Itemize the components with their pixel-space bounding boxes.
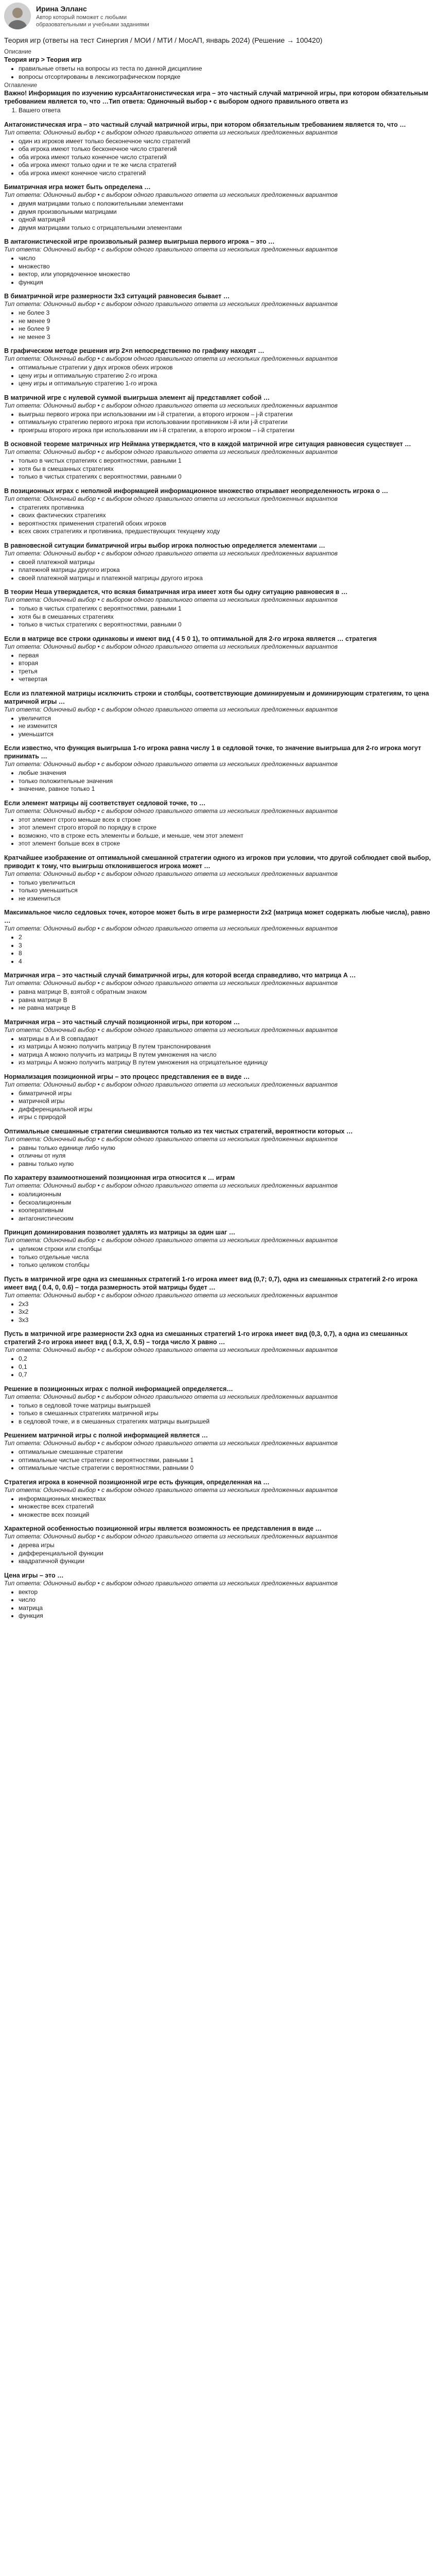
answer-option: • не более 3 <box>19 309 432 317</box>
question-block <box>4 487 432 535</box>
answer-option: • оптимальные стратегии у двух игроков обеих игроков <box>19 364 432 371</box>
question-title: Принцип доминирования позволяет удалять из матрицы за один шаг … <box>4 1229 236 1236</box>
answer-option: • только положительные значения <box>19 777 432 785</box>
answer-type: Тип ответа: Одиночный выбор • с выбором одного правильного ответа из нескольких предложенных вариантов <box>4 807 338 815</box>
author-description: Автор который поможет с любыми образовательными и учебными заданиями <box>36 14 149 28</box>
question-block <box>4 908 432 965</box>
avatar-photo-icon <box>4 3 31 29</box>
answer-option: • в седловой точке, и в смешанных стратегиях матрицы выигрышей <box>19 1418 432 1426</box>
toc-item[interactable]: 1. Вашего ответа <box>19 107 432 114</box>
answer-options <box>4 1191 432 1222</box>
answer-option: • только в чистых стратегиях с вероятностями, равными 1 <box>19 605 432 613</box>
answer-option: • только в смешанных стратегиях матричной игры <box>19 1410 432 1417</box>
answer-type: Тип ответа: Одиночный выбор • с выбором одного правильного ответа из нескольких предложенных вариантов <box>4 401 338 409</box>
answer-type: Тип ответа: Одиночный выбор • с выбором одного правильного ответа из нескольких предложенных вариантов <box>4 355 338 362</box>
answer-option: • кооперативным <box>19 1207 432 1214</box>
answer-option: • этот элемент строго меньше всех в строке <box>19 816 432 824</box>
answer-type: Тип ответа: Одиночный выбор • с выбором одного правильного ответа из нескольких предложенных вариантов <box>4 300 338 308</box>
answer-options <box>4 1245 432 1269</box>
answer-type: Тип ответа: Одиночный выбор • с выбором одного правильного ответа из нескольких предложенных вариантов <box>4 448 338 455</box>
answer-options <box>4 934 432 965</box>
answer-type: Тип ответа: Одиночный выбор • с выбором одного правильного ответа из нескольких предложенных вариантов <box>4 1439 338 1447</box>
answer-option: • вектор, или упорядоченное множество <box>19 270 432 278</box>
answer-option: • матрица A можно получить из матрицы B путем умножения на число <box>19 1051 432 1059</box>
answer-option: • четвертая <box>19 675 432 683</box>
answer-options <box>4 769 432 793</box>
avatar[interactable] <box>4 3 31 29</box>
question-block <box>4 1524 432 1565</box>
answer-option: • 3x3 <box>19 1316 432 1324</box>
question-title: Кратчайшее изображение от оптимальной смешанной стратегии одного из игроков при условии, что другой соблюдает свой выбор, приводит к тому, что выигрыш отклонившегося игрока может … <box>4 854 431 870</box>
answer-type: Тип ответа: Одиночный выбор • с выбором одного правильного ответа из нескольких предложенных вариантов <box>4 979 338 987</box>
answer-option: • 0,2 <box>19 1355 432 1363</box>
answer-options <box>4 1541 432 1565</box>
answer-option: • дерева игры <box>19 1541 432 1549</box>
question-block <box>4 1228 432 1269</box>
answer-type: Тип ответа: Одиночный выбор • с выбором одного правильного ответа из нескольких предложенных вариантов <box>4 549 338 557</box>
answer-option: • не измениться <box>19 895 432 903</box>
answer-option: • квадратичной функции <box>19 1557 432 1565</box>
answer-option: • число <box>19 255 432 262</box>
answer-option: • не менее 9 <box>19 317 432 325</box>
answer-options <box>4 309 432 341</box>
question-block <box>4 1431 432 1472</box>
answer-option: • 3x2 <box>19 1308 432 1316</box>
answer-option: • цену игры и оптимальную стратегию 2-го игрока <box>19 372 432 380</box>
answer-option: • множестве всех стратегий <box>19 1503 432 1511</box>
question-block <box>4 292 432 341</box>
answer-options <box>4 1495 432 1519</box>
answer-option: • значение, равное только 1 <box>19 785 432 793</box>
question-block <box>4 689 432 738</box>
question-block <box>4 1571 432 1620</box>
answer-option: • двумя матрицами только с отрицательными элементами <box>19 224 432 232</box>
answer-options <box>4 1355 432 1379</box>
answer-options <box>4 255 432 286</box>
author-block <box>4 0 432 32</box>
answer-option: • 3 <box>19 942 432 950</box>
answer-option: • коалиционным <box>19 1191 432 1198</box>
question-block <box>4 121 432 177</box>
answer-option: • вектор <box>19 1588 432 1596</box>
question-block <box>4 347 432 387</box>
answer-option: • своей платежной матрицы и платежной матрицы другого игрока <box>19 574 432 582</box>
question-title: Решением матричной игры с полной информацией является … <box>4 1432 208 1439</box>
question-title: Если известно, что функция выигрыша 1-го игрока равна числу 1 в седловой точке, то значение выигрыша для 2-го игрока могут принимать … <box>4 744 422 760</box>
answer-options <box>4 364 432 387</box>
question-title: В основной теореме матричных игр Неймана утверждается, что в каждой матричной игре ситуация равновесия существует … <box>4 440 411 448</box>
question-block <box>4 238 432 286</box>
answer-option: • матричной игры <box>19 1097 432 1105</box>
answer-option: • хотя бы в смешанных стратегиях <box>19 465 432 473</box>
answer-options <box>4 1588 432 1620</box>
answer-option: • вероятностях применения стратегий обоих игроков <box>19 520 432 528</box>
answer-options <box>4 138 432 177</box>
document-title: Теория игр (ответы на тест Синергия / МОИ / МТИ / МосАП, январь 2024) (Решение → 100420) <box>4 36 323 44</box>
answer-type: Тип ответа: Одиночный выбор • с выбором одного правильного ответа из нескольких предложенных вариантов <box>4 705 338 713</box>
answer-option: • целиком строки или столбцы <box>19 1245 432 1253</box>
answer-type: Тип ответа: Одиночный выбор • с выбором одного правильного ответа из нескольких предложенных вариантов <box>4 1579 338 1587</box>
answer-option: • третья <box>19 668 432 675</box>
question-title: В равновесной ситуации биматричной игры выбор игрока полностью определяется элементами … <box>4 541 325 549</box>
answer-option: • игры с природой <box>19 1113 432 1121</box>
description-list <box>4 65 432 80</box>
answer-options <box>4 652 432 683</box>
answer-type: Тип ответа: Одиночный выбор • с выбором одного правильного ответа из нескольких предложенных вариантов <box>4 1533 338 1540</box>
answer-options <box>4 411 432 434</box>
answer-option: • 4 <box>19 958 432 965</box>
answer-option: • функция <box>19 1612 432 1620</box>
answer-option: • не изменится <box>19 722 432 730</box>
question-title: Если из платежной матрицы исключить строки и столбцы, соответствующие доминируемым и доминирующим стратегиям, то цена матричной игры … <box>4 689 429 705</box>
question-block <box>4 635 432 683</box>
answer-type: Тип ответа: Одиночный выбор • с выбором одного правильного ответа из нескольких предложенных вариантов <box>4 642 338 650</box>
answer-option: • бескоалиционным <box>19 1199 432 1207</box>
question-title: Пусть в матричной игре размерности 2x3 одна из смешанных стратегий 1-го игрока имеет вид (0,3, 0,7), а одна из смешанных стратегий 2-го игрока имеет вид ( 0.3, X, 0.5) – тогда число X равно … <box>4 1330 408 1346</box>
answer-option: • своих фактических стратегиях <box>19 512 432 519</box>
answer-option: • антагонистическим <box>19 1215 432 1223</box>
answer-type: Тип ответа: Одиночный выбор • с выбором одного правильного ответа из нескольких предложенных вариантов <box>4 1486 338 1494</box>
answer-option: • выигрыш первого игрока при использовании им i-й стратегии, а второго игроком – j-й стратегии <box>19 411 432 418</box>
answer-option: • только уменьшиться <box>19 887 432 894</box>
question-title: Если в матрице все строки одинаковы и имеют вид ( 4 5 0 1), то оптимальной для 2-го игрока является … стратегия <box>4 635 377 642</box>
answer-type: Тип ответа: Одиночный выбор • с выбором одного правильного ответа из нескольких предложенных вариантов <box>4 128 338 136</box>
question-title: В позиционных играх с неполной информацией информационное множество открывает неопределенность игрока о … <box>4 487 389 495</box>
answer-option: • матрица <box>19 1604 432 1612</box>
answer-option: • 2 <box>19 934 432 941</box>
question-block <box>4 183 432 231</box>
answer-option: • своей платежной матрицы <box>19 558 432 566</box>
answer-option: • оптимальные чистые стратегии с вероятностями, равными 0 <box>19 1464 432 1472</box>
question-block <box>4 1073 432 1121</box>
question-title: Биматричная игра может быть определена … <box>4 183 151 191</box>
question-title: В матричной игре с нулевой суммой выигрыша элемент aij представляет собой … <box>4 394 270 401</box>
answer-option: • платежной матрицы другого игрока <box>19 566 432 574</box>
toc-label: Оглавление <box>4 82 38 89</box>
toc-title: Важно! Информация по изучению курсаАнтагонистическая игра – это частный случай матричной игры, при котором обязательным требованием является то, что …Тип ответа: Одиночный выбор • с выбором одного правильного ответа из <box>4 90 429 105</box>
description-item: • вопросы отсортированы в лексикографическом порядке <box>19 73 432 81</box>
answer-options <box>4 1035 432 1066</box>
answer-options <box>4 988 432 1012</box>
answer-option: • биматричной игры <box>19 1090 432 1097</box>
answer-option: • дифференциальной игры <box>19 1106 432 1113</box>
answer-options <box>4 1448 432 1472</box>
answer-options <box>4 558 432 582</box>
question-block <box>4 440 432 481</box>
answer-type: Тип ответа: Одиночный выбор • с выбором одного правильного ответа из нескольких предложенных вариантов <box>4 495 338 502</box>
answer-type: Тип ответа: Одиночный выбор • с выбором одного правильного ответа из нескольких предложенных вариантов <box>4 1182 338 1189</box>
answer-option: • отличны от нуля <box>19 1152 432 1160</box>
answer-option: • 2x3 <box>19 1300 432 1308</box>
answer-type: Тип ответа: Одиночный выбор • с выбором одного правильного ответа из нескольких предложенных вариантов <box>4 191 338 198</box>
answer-option: • только в седловой точке матрицы выигрышей <box>19 1402 432 1410</box>
answer-options <box>4 1090 432 1121</box>
answer-option: • 0,7 <box>19 1371 432 1379</box>
question-title: В теории Неша утверждается, что всякая биматричная игра имеет хотя бы одну ситуацию равновесия в … <box>4 588 348 596</box>
answer-options <box>4 605 432 629</box>
answer-option: • оба игрока имеют конечное число стратегий <box>19 170 432 177</box>
answer-option: • стратегиях противника <box>19 504 432 512</box>
question-title: В графическом методе решения игр 2×n непосредственно по графику находят … <box>4 347 265 354</box>
answer-option: • оптимальную стратегию первого игрока при использовании противником i-й или j-й стратегии <box>19 418 432 426</box>
description-label: Описание <box>4 49 31 55</box>
answer-option: • равны только единице либо нулю <box>19 1144 432 1152</box>
answer-option: • двумя матрицами только с положительными элементами <box>19 200 432 208</box>
answer-option: • не менее 3 <box>19 333 432 341</box>
answer-option: • число <box>19 1596 432 1604</box>
answer-option: • не равна матрице B <box>19 1004 432 1012</box>
answer-type: Тип ответа: Одиночный выбор • с выбором одного правильного ответа из нескольких предложенных вариантов <box>4 1393 338 1400</box>
answer-option: • множестве всех позиций <box>19 1511 432 1519</box>
answer-option: • цену игры и оптимальную стратегию 1-го игрока <box>19 380 432 387</box>
question-block <box>4 1385 432 1426</box>
answer-options <box>4 200 432 231</box>
question-title: Пусть в матричной игре одна из смешанных стратегий 1-го игрока имеет вид (0,7; 0,7), одна из смешанных стратегий 2-го игрока имеет вид ( 0.4, 0, 0.6) – тогда размерность этой матрицы будет … <box>4 1275 417 1291</box>
question-title: Матричная игра – это частный случай позиционной игры, при котором … <box>4 1018 240 1026</box>
answer-option: • хотя бы в смешанных стратегиях <box>19 613 432 621</box>
answer-option: • оба игрока имеют только одни и те же числа стратегий <box>19 161 432 169</box>
question-title: Цена игры – это … <box>4 1571 64 1579</box>
answer-option: • двумя произвольными матрицами <box>19 208 432 216</box>
answer-option: • одной матрицей <box>19 216 432 224</box>
answer-type: Тип ответа: Одиночный выбор • с выбором одного правильного ответа из нескольких предложенных вариантов <box>4 925 338 932</box>
question-title: Оптимальные смешанные стратегии смешиваются только из тех чистых стратегий, вероятности которых … <box>4 1127 353 1135</box>
question-block <box>4 799 432 848</box>
answer-options <box>4 879 432 903</box>
answer-options <box>4 715 432 738</box>
answer-option: • уменьшится <box>19 731 432 738</box>
answer-option: • только в чистых стратегиях с вероятностями, равными 0 <box>19 473 432 481</box>
question-block <box>4 1478 432 1519</box>
question-block <box>4 1275 432 1324</box>
answer-options <box>4 1402 432 1426</box>
answer-options <box>4 1144 432 1168</box>
answer-option: • только целиком столбцы <box>19 1261 432 1269</box>
author-name[interactable]: Ирина Элланс <box>36 5 87 13</box>
answer-type: Тип ответа: Одиночный выбор • с выбором одного правильного ответа из нескольких предложенных вариантов <box>4 596 338 603</box>
answer-option: • увеличится <box>19 715 432 722</box>
question-block <box>4 1127 432 1168</box>
question-block <box>4 744 432 793</box>
answer-options <box>4 457 432 481</box>
question-block <box>4 588 432 629</box>
author-info <box>36 3 157 28</box>
answer-option: • информационных множествах <box>19 1495 432 1503</box>
answer-option: • только в чистых стратегиях с вероятностями, равными 0 <box>19 621 432 629</box>
question-title: Если элемент матрицы aij соответствует седловой точке, то … <box>4 799 206 807</box>
description-item: • правильные ответы на вопросы из теста по данной дисциплине <box>19 65 432 73</box>
question-block <box>4 971 432 1012</box>
question-block <box>4 541 432 582</box>
answer-options <box>4 504 432 535</box>
answer-option: • этот элемент строго второй по порядку в строке <box>19 824 432 832</box>
question-title: Матричная игра – это частный случай биматричной игры, для которой всегда справедливо, что матрица A … <box>4 972 356 979</box>
answer-option: • оба игрока имеют только конечное число стратегий <box>19 154 432 161</box>
question-title: Стратегия игрока в конечной позиционной игре есть функция, определенная на … <box>4 1478 270 1486</box>
answer-option: • этот элемент больше всех в строке <box>19 840 432 848</box>
answer-type: Тип ответа: Одиночный выбор • с выбором одного правильного ответа из нескольких предложенных вариантов <box>4 1135 338 1143</box>
question-title: В биматричной игре размерности 3x3 ситуаций равновесия бывает … <box>4 293 230 300</box>
answer-option: • матрицы в A и B совпадают <box>19 1035 432 1043</box>
question-title: Максимальное число седловых точек, которое может быть в игре размерности 2x2 (матрица может содержать любые числа), равно … <box>4 909 430 924</box>
answer-option: • из матрицы A можно получить матрицу B путем умножения на отрицательное единицу <box>19 1059 432 1066</box>
description-title: Теория игр > Теория игр <box>4 56 82 63</box>
answer-option: • множество <box>19 263 432 270</box>
answer-type: Тип ответа: Одиночный выбор • с выбором одного правильного ответа из нескольких предложенных вариантов <box>4 246 338 253</box>
answer-type: Тип ответа: Одиночный выбор • с выбором одного правильного ответа из нескольких предложенных вариантов <box>4 870 338 877</box>
answer-option: • функция <box>19 279 432 286</box>
answer-option: • равна матрице B, взятой с обратным знаком <box>19 988 432 996</box>
answer-option: • всех своих стратегиях и противника, предшествующих текущему ходу <box>19 528 432 535</box>
answer-option: • 8 <box>19 950 432 957</box>
answer-type: Тип ответа: Одиночный выбор • с выбором одного правильного ответа из нескольких предложенных вариантов <box>4 1026 338 1033</box>
question-block <box>4 1018 432 1066</box>
answer-option: • вторая <box>19 659 432 667</box>
question-title: По характеру взаимоотношений позиционная игра относится к … играм <box>4 1174 235 1181</box>
answer-option: • оба игрока имеют только бесконечное число стратегий <box>19 145 432 153</box>
question-title: Характерной особенностью позиционной игры является возможность ее представления в виде … <box>4 1525 322 1532</box>
answer-options <box>4 1300 432 1324</box>
answer-option: • первая <box>19 652 432 659</box>
answer-option: • возможно, что в строке есть элементы и больше, и меньше, чем этот элемент <box>19 832 432 840</box>
toc-list <box>4 107 432 114</box>
answer-type: Тип ответа: Одиночный выбор • с выбором одного правильного ответа из нескольких предложенных вариантов <box>4 1236 338 1244</box>
question-title: В антагонистической игре произвольный размер выигрыша первого игрока – это … <box>4 238 275 245</box>
answer-option: • только отдельные числа <box>19 1253 432 1261</box>
answer-option: • из матрицы A можно получить матрицу B путем транспонирования <box>19 1043 432 1050</box>
question-block <box>4 854 432 903</box>
answer-option: • только увеличиться <box>19 879 432 887</box>
answer-option: • проигрыш второго игрока при использовании им i-й стратегии, а второго игроком – i-й стратегии <box>19 427 432 434</box>
question-block <box>4 1174 432 1222</box>
answer-option: • дифференциальной функции <box>19 1550 432 1557</box>
answer-option: • 0,1 <box>19 1363 432 1371</box>
answer-type: Тип ответа: Одиночный выбор • с выбором одного правильного ответа из нескольких предложенных вариантов <box>4 760 338 768</box>
answer-options <box>4 816 432 848</box>
answer-option: • не более 9 <box>19 325 432 333</box>
answer-option: • любые значения <box>19 769 432 777</box>
question-block <box>4 394 432 434</box>
answer-option: • равна матрице B <box>19 996 432 1004</box>
answer-type: Тип ответа: Одиночный выбор • с выбором одного правильного ответа из нескольких предложенных вариантов <box>4 1291 338 1299</box>
question-title: Решение в позиционных играх с полной информацией определяется… <box>4 1385 233 1393</box>
answer-type: Тип ответа: Одиночный выбор • с выбором одного правильного ответа из нескольких предложенных вариантов <box>4 1346 338 1353</box>
questions-list <box>4 121 432 1620</box>
question-title: Антагонистическая игра – это частный случай матричной игры, при котором обязательным требованием является то, что … <box>4 121 406 128</box>
answer-type: Тип ответа: Одиночный выбор • с выбором одного правильного ответа из нескольких предложенных вариантов <box>4 1080 338 1088</box>
answer-option: • равны только нулю <box>19 1160 432 1168</box>
question-title: Нормализация позиционной игры – это процесс представления ее в виде … <box>4 1073 250 1080</box>
question-block <box>4 1330 432 1379</box>
answer-option: • только в чистых стратегиях с вероятностями, равными 1 <box>19 457 432 465</box>
answer-option: • оптимальные смешанные стратегии <box>19 1448 432 1456</box>
answer-option: • оптимальные чистые стратегии с вероятностями, равными 1 <box>19 1456 432 1464</box>
answer-option: • один из игроков имеет только бесконечное число стратегий <box>19 138 432 145</box>
